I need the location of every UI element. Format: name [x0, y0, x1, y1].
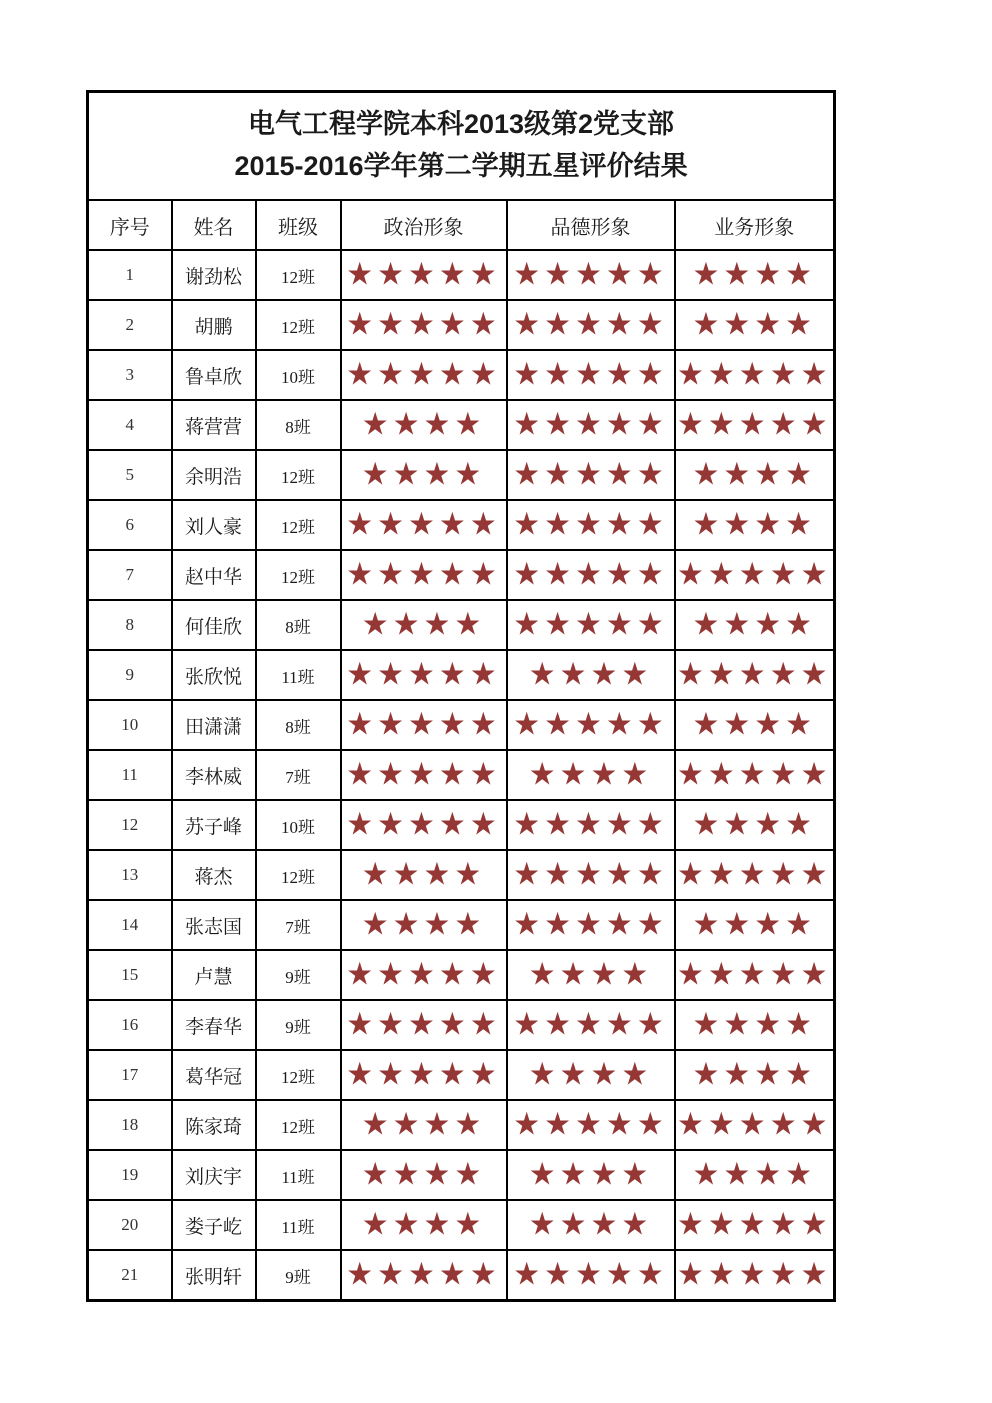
star-rating-cell: [507, 600, 675, 650]
class-cell: 11班: [256, 1150, 341, 1200]
star-rating-cell: [507, 550, 675, 600]
star-icon: ★★★★: [692, 306, 817, 343]
star-icon: ★★★★: [361, 606, 486, 643]
star-icon: ★★★★: [528, 656, 653, 693]
class-cell: 12班: [256, 300, 341, 350]
star-rating-cell: [507, 950, 675, 1000]
star-icon: ★★★★: [361, 456, 486, 493]
class-cell: 11班: [256, 1200, 341, 1250]
star-rating-cell: [675, 850, 835, 900]
class-cell: 10班: [256, 800, 341, 850]
star-rating-cell: [341, 1100, 507, 1150]
star-rating-cell: [507, 350, 675, 400]
star-icon: ★★★★: [692, 1156, 817, 1193]
star-icon: ★★★★★: [513, 556, 668, 593]
star-rating-cell: [507, 1100, 675, 1150]
class-cell: 8班: [256, 600, 341, 650]
star-icon: ★★★★: [361, 906, 486, 943]
star-icon: ★★★★★: [346, 706, 501, 743]
row-number-cell: 17: [88, 1050, 172, 1100]
table-row: [88, 700, 835, 750]
star-rating-cell: [341, 400, 507, 450]
star-icon: ★★★★: [692, 456, 817, 493]
star-icon: ★★★★★: [513, 806, 668, 843]
table-row: [88, 450, 835, 500]
row-number-cell: 15: [88, 950, 172, 1000]
star-rating-cell: [675, 900, 835, 950]
star-icon: ★★★★★: [346, 356, 501, 393]
table-row: [88, 1000, 835, 1050]
row-number-cell: 10: [88, 700, 172, 750]
star-icon: ★★★★: [692, 1006, 817, 1043]
star-rating-cell: [507, 1250, 675, 1301]
student-name-cell: 张明轩: [172, 1250, 256, 1301]
class-cell: 9班: [256, 1000, 341, 1050]
student-name-cell: 刘庆宇: [172, 1150, 256, 1200]
star-rating-cell: [507, 900, 675, 950]
class-cell: 8班: [256, 700, 341, 750]
star-rating-cell: [675, 450, 835, 500]
star-icon: ★★★★★: [513, 306, 668, 343]
student-name-cell: 赵中华: [172, 550, 256, 600]
student-name-cell: 卢慧: [172, 950, 256, 1000]
row-number-cell: 9: [88, 650, 172, 700]
star-rating-cell: [675, 800, 835, 850]
star-rating-cell: [675, 950, 835, 1000]
class-cell: 12班: [256, 550, 341, 600]
star-rating-cell: [507, 1000, 675, 1050]
star-icon: ★★★★: [692, 506, 817, 543]
star-rating-cell: [341, 900, 507, 950]
star-icon: ★★★★★: [677, 756, 832, 793]
star-icon: ★★★★★: [513, 456, 668, 493]
row-number-cell: 21: [88, 1250, 172, 1301]
star-icon: ★★★★★: [346, 1256, 501, 1293]
star-rating-cell: [341, 1150, 507, 1200]
column-header-no: 序号: [88, 200, 172, 250]
star-icon: ★★★★★: [513, 356, 668, 393]
row-number-cell: 2: [88, 300, 172, 350]
star-rating-cell: [675, 500, 835, 550]
star-rating-cell: [507, 450, 675, 500]
row-number-cell: 3: [88, 350, 172, 400]
star-rating-cell: [341, 1200, 507, 1250]
star-icon: ★★★★★: [513, 856, 668, 893]
star-icon: ★★★★★: [513, 606, 668, 643]
class-cell: 12班: [256, 500, 341, 550]
star-rating-cell: [341, 250, 507, 300]
star-rating-cell: [507, 700, 675, 750]
star-icon: ★★★★★: [677, 1206, 832, 1243]
star-rating-cell: [675, 1150, 835, 1200]
table-row: [88, 1250, 835, 1301]
star-icon: ★★★★: [692, 806, 817, 843]
star-icon: ★★★★★: [513, 256, 668, 293]
star-icon: ★★★★: [528, 1056, 653, 1093]
table-row: [88, 1100, 835, 1150]
class-cell: 12班: [256, 850, 341, 900]
class-cell: 11班: [256, 650, 341, 700]
row-number-cell: 5: [88, 450, 172, 500]
class-cell: 10班: [256, 350, 341, 400]
table-row: [88, 800, 835, 850]
class-cell: 12班: [256, 450, 341, 500]
star-rating-cell: [341, 950, 507, 1000]
star-rating-cell: [341, 1250, 507, 1301]
star-icon: ★★★★★: [346, 1006, 501, 1043]
star-icon: ★★★★: [361, 406, 486, 443]
star-icon: ★★★★★: [513, 906, 668, 943]
star-rating-cell: [341, 1050, 507, 1100]
row-number-cell: 19: [88, 1150, 172, 1200]
star-icon: ★★★★: [692, 256, 817, 293]
student-name-cell: 李林威: [172, 750, 256, 800]
column-header-political: 政治形象: [341, 200, 507, 250]
row-number-cell: 13: [88, 850, 172, 900]
table-row: [88, 300, 835, 350]
star-rating-cell: [675, 250, 835, 300]
row-number-cell: 18: [88, 1100, 172, 1150]
star-icon: ★★★★★: [346, 1056, 501, 1093]
column-header-class: 班级: [256, 200, 341, 250]
star-icon: ★★★★★: [513, 506, 668, 543]
row-number-cell: 11: [88, 750, 172, 800]
row-number-cell: 1: [88, 250, 172, 300]
table-row: [88, 550, 835, 600]
table-row: [88, 500, 835, 550]
star-rating-cell: [341, 750, 507, 800]
star-icon: ★★★★★: [346, 656, 501, 693]
star-rating-cell: [675, 300, 835, 350]
student-name-cell: 娄子屹: [172, 1200, 256, 1250]
star-rating-cell: [341, 850, 507, 900]
star-rating-cell: [507, 800, 675, 850]
header-row: [88, 200, 835, 250]
star-icon: ★★★★: [528, 756, 653, 793]
class-cell: 9班: [256, 950, 341, 1000]
student-name-cell: 余明浩: [172, 450, 256, 500]
star-rating-cell: [341, 550, 507, 600]
star-rating-cell: [675, 700, 835, 750]
star-icon: ★★★★★: [677, 356, 832, 393]
table-row: [88, 850, 835, 900]
star-rating-cell: [341, 600, 507, 650]
star-icon: ★★★★: [692, 606, 817, 643]
column-header-professional: 业务形象: [675, 200, 835, 250]
star-icon: ★★★★★: [346, 956, 501, 993]
table-row: [88, 1050, 835, 1100]
star-icon: ★★★★: [361, 1106, 486, 1143]
star-icon: ★★★★★: [513, 1006, 668, 1043]
class-cell: 7班: [256, 750, 341, 800]
table-row: [88, 750, 835, 800]
row-number-cell: 16: [88, 1000, 172, 1050]
star-rating-cell: [341, 300, 507, 350]
star-icon: ★★★★★: [513, 706, 668, 743]
star-icon: ★★★★★: [346, 806, 501, 843]
table-row: [88, 600, 835, 650]
column-header-name: 姓名: [172, 200, 256, 250]
student-name-cell: 葛华冠: [172, 1050, 256, 1100]
row-number-cell: 14: [88, 900, 172, 950]
star-icon: ★★★★★: [677, 956, 832, 993]
star-rating-cell: [675, 400, 835, 450]
star-rating-cell: [675, 600, 835, 650]
star-rating-cell: [507, 300, 675, 350]
star-rating-cell: [507, 500, 675, 550]
star-rating-cell: [341, 500, 507, 550]
star-icon: ★★★★★: [677, 1256, 832, 1293]
table-row: [88, 350, 835, 400]
student-name-cell: 胡鹏: [172, 300, 256, 350]
star-rating-cell: [507, 750, 675, 800]
star-rating-cell: [507, 850, 675, 900]
star-rating-cell: [341, 1000, 507, 1050]
column-header-moral: 品德形象: [507, 200, 675, 250]
row-number-cell: 12: [88, 800, 172, 850]
class-cell: 8班: [256, 400, 341, 450]
row-number-cell: 8: [88, 600, 172, 650]
class-cell: 12班: [256, 1050, 341, 1100]
star-icon: ★★★★: [692, 906, 817, 943]
star-icon: ★★★★: [528, 1156, 653, 1193]
row-number-cell: 7: [88, 550, 172, 600]
title-row: [88, 92, 835, 201]
student-name-cell: 蒋营营: [172, 400, 256, 450]
student-name-cell: 田潇潇: [172, 700, 256, 750]
star-icon: ★★★★★: [513, 1106, 668, 1143]
student-name-cell: 苏子峰: [172, 800, 256, 850]
star-rating-cell: [675, 350, 835, 400]
row-number-cell: 6: [88, 500, 172, 550]
five-star-rating-table: [86, 90, 836, 1302]
star-rating-cell: [507, 1050, 675, 1100]
star-rating-cell: [675, 650, 835, 700]
star-icon: ★★★★★: [346, 506, 501, 543]
class-cell: 9班: [256, 1250, 341, 1301]
student-name-cell: 陈家琦: [172, 1100, 256, 1150]
star-rating-cell: [507, 250, 675, 300]
star-icon: ★★★★★: [677, 656, 832, 693]
star-rating-cell: [675, 1100, 835, 1150]
table-title: [88, 92, 835, 201]
student-name-cell: 张志国: [172, 900, 256, 950]
table-row: [88, 250, 835, 300]
star-rating-cell: [341, 450, 507, 500]
class-cell: 12班: [256, 1100, 341, 1150]
star-icon: ★★★★★: [677, 856, 832, 893]
student-name-cell: 李春华: [172, 1000, 256, 1050]
star-rating-cell: [675, 1200, 835, 1250]
star-rating-cell: [675, 1000, 835, 1050]
star-icon: ★★★★: [692, 1056, 817, 1093]
star-icon: ★★★★: [361, 856, 486, 893]
table-row: [88, 950, 835, 1000]
star-rating-cell: [675, 1050, 835, 1100]
student-name-cell: 鲁卓欣: [172, 350, 256, 400]
student-name-cell: 张欣悦: [172, 650, 256, 700]
row-number-cell: 20: [88, 1200, 172, 1250]
star-rating-cell: [507, 400, 675, 450]
star-rating-cell: [341, 800, 507, 850]
star-icon: ★★★★: [361, 1156, 486, 1193]
star-icon: ★★★★: [528, 1206, 653, 1243]
star-icon: ★★★★★: [677, 406, 832, 443]
star-rating-cell: [507, 650, 675, 700]
star-rating-cell: [507, 1150, 675, 1200]
star-icon: ★★★★: [528, 956, 653, 993]
star-icon: ★★★★★: [346, 256, 501, 293]
student-name-cell: 谢劲松: [172, 250, 256, 300]
star-rating-cell: [341, 350, 507, 400]
student-name-cell: 何佳欣: [172, 600, 256, 650]
star-rating-cell: [675, 750, 835, 800]
table-row: [88, 400, 835, 450]
star-icon: ★★★★★: [513, 1256, 668, 1293]
star-rating-cell: [675, 1250, 835, 1301]
star-icon: ★★★★★: [346, 756, 501, 793]
star-rating-cell: [341, 650, 507, 700]
star-icon: ★★★★★: [513, 406, 668, 443]
title-line-2: 2015-2016学年第二学期五星评价结果: [234, 151, 688, 181]
star-icon: ★★★★★: [346, 306, 501, 343]
table-row: [88, 1150, 835, 1200]
star-icon: ★★★★: [692, 706, 817, 743]
table-row: [88, 900, 835, 950]
student-name-cell: 蒋杰: [172, 850, 256, 900]
star-icon: ★★★★★: [677, 556, 832, 593]
star-rating-cell: [507, 1200, 675, 1250]
table-row: [88, 650, 835, 700]
star-rating-cell: [341, 700, 507, 750]
row-number-cell: 4: [88, 400, 172, 450]
class-cell: 7班: [256, 900, 341, 950]
class-cell: 12班: [256, 250, 341, 300]
star-icon: ★★★★★: [346, 556, 501, 593]
title-line-1: 电气工程学院本科2013级第2党支部: [247, 109, 675, 140]
student-name-cell: 刘人豪: [172, 500, 256, 550]
table-row: [88, 1200, 835, 1250]
star-rating-cell: [675, 550, 835, 600]
star-icon: ★★★★★: [677, 1106, 832, 1143]
star-icon: ★★★★: [361, 1206, 486, 1243]
